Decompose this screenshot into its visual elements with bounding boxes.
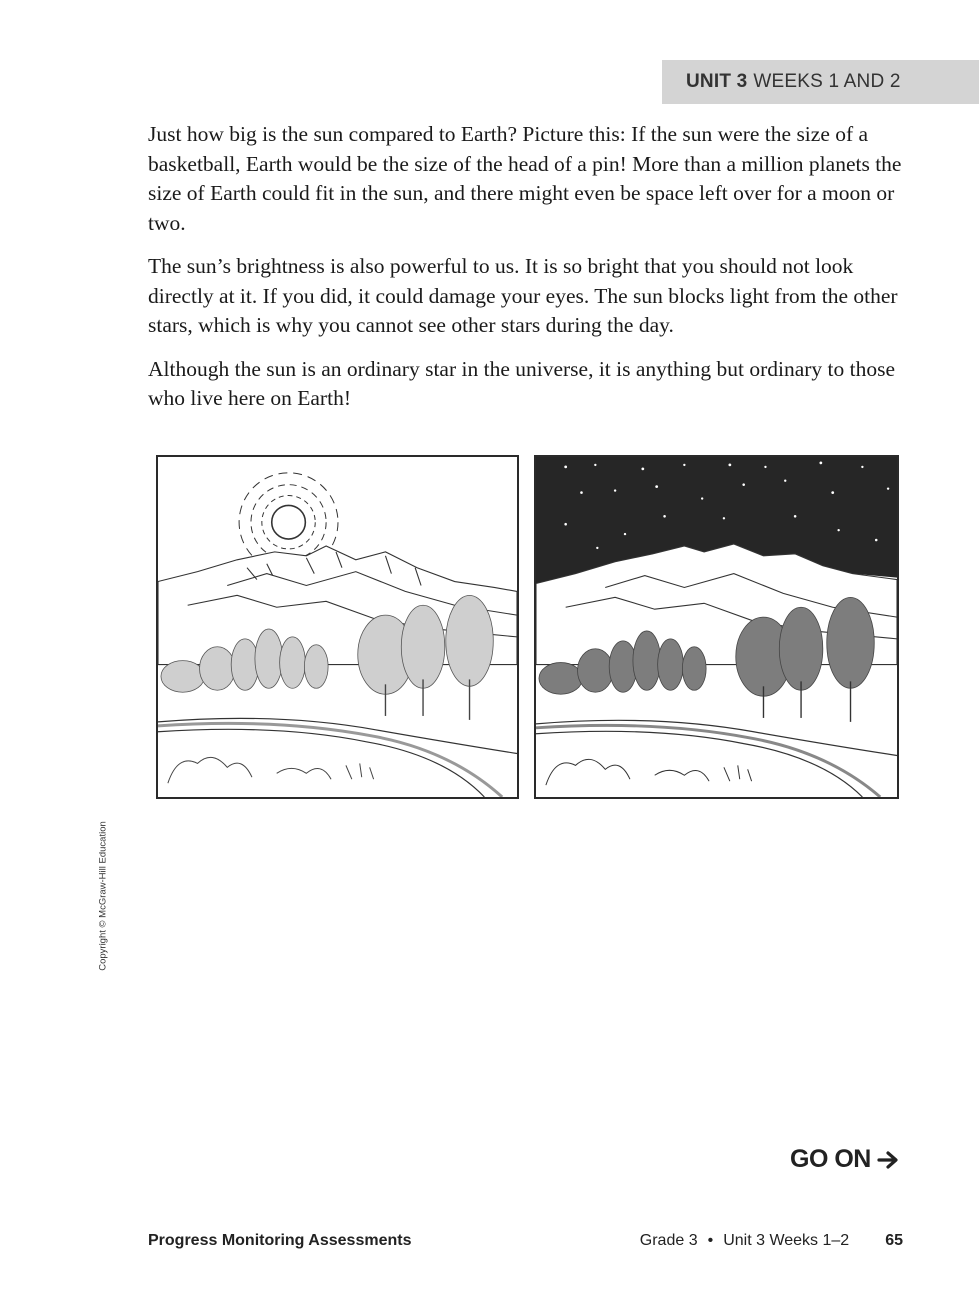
weeks-label: WEEKS 1 AND 2 — [753, 71, 901, 92]
go-on-indicator — [790, 1145, 901, 1174]
unit-header-tab — [662, 60, 979, 104]
footer-title: Progress Monitoring Assessments — [148, 1232, 412, 1249]
nighttime-landscape-svg — [536, 457, 897, 797]
copyright-notice: Copyright © McGraw-Hill Education — [97, 821, 109, 971]
reading-passage — [148, 120, 908, 428]
footer-separator: • — [707, 1232, 714, 1249]
footer-info — [640, 1232, 903, 1250]
footer-unit: Unit 3 Weeks 1–2 — [723, 1232, 850, 1249]
footer-grade: Grade 3 — [639, 1232, 698, 1249]
daytime-landscape-svg — [158, 457, 517, 797]
daytime-landscape-illustration — [156, 455, 519, 799]
arrow-right-icon — [877, 1150, 901, 1170]
passage-paragraph: Although the sun is an ordinary star in the universe, it is anything but ordinary to those who live here on Earth! — [148, 356, 896, 410]
unit-label: UNIT 3 — [686, 71, 748, 92]
passage-paragraph: Just how big is the sun compared to Earth? Picture this: If the sun were the size of a basketball, Earth would be the size of the head of a pin! More than a million planets the size of Earth could fit in the sun, and there might even be space left over for a moon or two. — [148, 122, 902, 235]
go-on-label: GO ON — [790, 1145, 871, 1173]
nighttime-landscape-illustration — [534, 455, 899, 799]
page-number: 65 — [885, 1232, 903, 1249]
passage-paragraph: The sun’s brightness is also powerful to us. It is so bright that you should not look directly at it. If you did, it could damage your eyes. The sun blocks light from the other stars, which is why you cannot see other stars during the day. — [148, 254, 898, 337]
